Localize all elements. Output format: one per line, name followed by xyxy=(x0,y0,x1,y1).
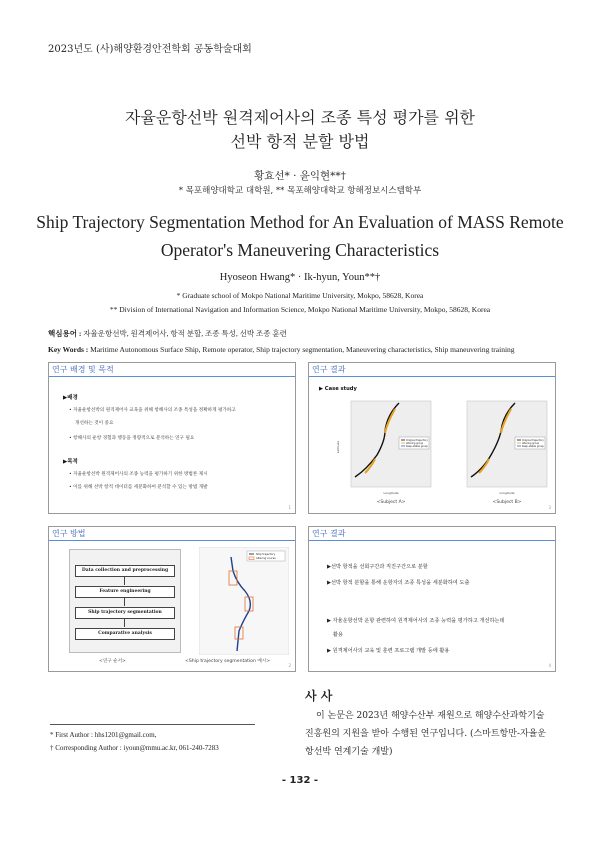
slide-title: 연구 배경 및 목적 xyxy=(52,365,114,374)
legend-a-item-3: Keep-stable group xyxy=(406,445,428,448)
affiliation-korean: * 목포해양대학교 대학원, ** 목포해양대학교 항해정보시스템학부 xyxy=(178,186,422,196)
slide-background xyxy=(48,362,296,514)
keywords-block xyxy=(48,326,568,358)
acknowledgement-body: 이 논문은 2023년 해양수산부 재원으로 해양수산과학기술진흥원의 지원을 받아 수행된 연구입니다. (스마트항만-자율운항선박 연계기술 개발) xyxy=(305,711,547,757)
slide-title: 연구 결과 xyxy=(312,529,346,538)
result-1: ▶선박 항적을 선회구간과 직진구간으로 분할 xyxy=(327,564,428,570)
title-english-line1: Ship Trajectory Segmentation Method for An Evaluation of MASS Remote xyxy=(36,212,564,232)
section-heading-background: ▶배경 xyxy=(63,395,78,401)
title-english-line2: Operator's Maneuvering Characteristics xyxy=(160,240,440,260)
legend-ship-trajectory: Ship trajectory xyxy=(256,553,276,556)
slide-header xyxy=(309,363,555,377)
keywords-ko: 자율운항선박, 원격제어사, 항적 분할, 조종 특성, 선박 조종 훈련 xyxy=(83,329,287,338)
slide-header xyxy=(49,527,295,541)
legend-altering-course: Altering course xyxy=(256,557,276,560)
legend-b-item-1: Original trajectory xyxy=(522,439,544,442)
legend-a-item-2: Altering group xyxy=(406,442,424,445)
legend-b-item-2: Altering group xyxy=(522,442,540,445)
slide-page-number: 3 xyxy=(548,505,551,510)
bullet-3: • 자율운항선박 원격제어사의 조종 능력을 평가하기 위한 방법론 제시 xyxy=(69,472,208,477)
flow-step-3: Ship trajectory segmentation xyxy=(75,607,175,619)
caption-research-order: <연구 순서> xyxy=(99,659,126,664)
title-korean xyxy=(0,106,600,154)
flow-step-1: Data collection and preprocessing xyxy=(75,565,175,577)
footnote-corresponding-author: † Corresponding Author : iyoun@mmu.ac.kr, 061-240-7283 xyxy=(50,744,219,752)
bullet-text: 자율운항선박의 원격제어사 교육을 위해 항해사의 조종 특성을 정확하게 평가하고 xyxy=(73,408,236,413)
trajectory-figures xyxy=(319,397,549,511)
result-2: ▶선박 항적 분할을 통해 운항자의 조종 특성을 세분화하여 도출 xyxy=(327,580,470,586)
caption-segmentation-example: <Ship trajectory segmentation 예시> xyxy=(185,659,271,664)
slide-title: 연구 결과 xyxy=(312,365,346,374)
legend-b-item-3: Keep-stable group xyxy=(522,445,544,448)
footnote-first-author: * First Author : hhs1201@gmail.com, xyxy=(50,731,157,739)
title-korean-line1: 자율운항선박 원격제어사의 조종 특성 평가를 위한 xyxy=(124,108,475,127)
conference-header: 2023년도 (사)해양환경안전학회 공동학술대회 xyxy=(48,44,252,55)
footnote-divider xyxy=(50,724,255,725)
legend-a-item-1: Original trajectory xyxy=(406,439,428,442)
bullet-4: • 이를 위해 선박 항적 데이터를 세분화하여 분석할 수 있는 방법 개발 xyxy=(69,485,208,490)
caption-subject-b: <Subject B> xyxy=(492,500,522,505)
slide-page-number: 2 xyxy=(288,663,291,668)
affiliation-english-1: * Graduate school of Mokpo National Maritime University, Mokpo, 58628, Korea xyxy=(176,291,424,300)
slide-method xyxy=(48,526,296,672)
bullet-text: 항해사의 운항 경험과 행동을 정량적으로 분석하는 연구 필요 xyxy=(73,436,195,441)
title-english xyxy=(20,208,580,264)
case-study-label: ▶ Case study xyxy=(319,386,357,392)
bullet-1: • 자율운항선박의 원격제어사 교육을 위해 항해사의 조종 특성을 정확하게 평가하고 xyxy=(69,408,236,413)
caption-subject-a: <Subject A> xyxy=(376,500,406,505)
flow-step-2: Feature engineering xyxy=(75,586,175,598)
bullet-text: 이를 위해 선박 항적 데이터를 세분화하여 분석할 수 있는 방법 개발 xyxy=(73,485,208,490)
acknowledgement-heading: 사 사 xyxy=(305,689,333,703)
bullet-text: 자율운항선박 원격제어사의 조종 능력을 평가하기 위한 방법론 제시 xyxy=(73,472,208,477)
bullet-1-cont: 개선하는 것이 중요 xyxy=(75,421,114,426)
affiliation-english-2: ** Division of International Navigation and Information Science, Mokpo National Maritime University, Mokpo, 58628, Korea xyxy=(109,305,491,314)
x-axis-label-b: Longitude xyxy=(499,491,515,495)
section-heading-purpose: ▶목적 xyxy=(63,459,78,465)
result-3-cont: 활용 xyxy=(333,632,344,638)
keywords-en-label: Key Words : xyxy=(48,345,89,354)
flow-arrow xyxy=(124,618,125,627)
slide-results-summary xyxy=(308,526,556,672)
page-number: - 132 - xyxy=(281,775,319,786)
slide-page-number: 1 xyxy=(288,505,291,510)
keywords-en: Maritime Autonomous Surface Ship, Remote operator, Ship trajectory segmentation, Maneuvering characteristics, Ship maneuvering training xyxy=(90,345,515,354)
result-4: ▶ 원격제어사의 교육 및 훈련 프로그램 개발 등에 활용 xyxy=(327,648,450,654)
flow-step-4: Comparative analysis xyxy=(75,628,175,640)
authors-english: Hyoseon Hwang* · Ik-hyun, Youn**† xyxy=(219,272,381,283)
y-axis-label-a: Latitude xyxy=(336,440,340,454)
flow-arrow xyxy=(124,576,125,585)
slide-results-case xyxy=(308,362,556,514)
title-korean-line2: 선박 항적 분할 방법 xyxy=(230,132,370,151)
slide-header xyxy=(309,527,555,541)
bullet-2: • 항해사의 운항 경험과 행동을 정량적으로 분석하는 연구 필요 xyxy=(69,436,195,441)
flow-arrow xyxy=(124,597,125,606)
slide-page-number: 4 xyxy=(548,663,551,668)
segmentation-example xyxy=(199,547,289,655)
authors-korean: 황효선* · 윤익현**† xyxy=(254,170,346,182)
x-axis-label-a: Longitude xyxy=(383,491,399,495)
slide-title: 연구 방법 xyxy=(52,529,86,538)
keywords-ko-label: 핵심용어 : xyxy=(48,329,82,338)
slide-header xyxy=(49,363,295,377)
result-3: ▶ 자율운항선박 운항 관련하여 원격제어사의 조종 능력을 평가하고 개선하는데 xyxy=(327,618,505,624)
